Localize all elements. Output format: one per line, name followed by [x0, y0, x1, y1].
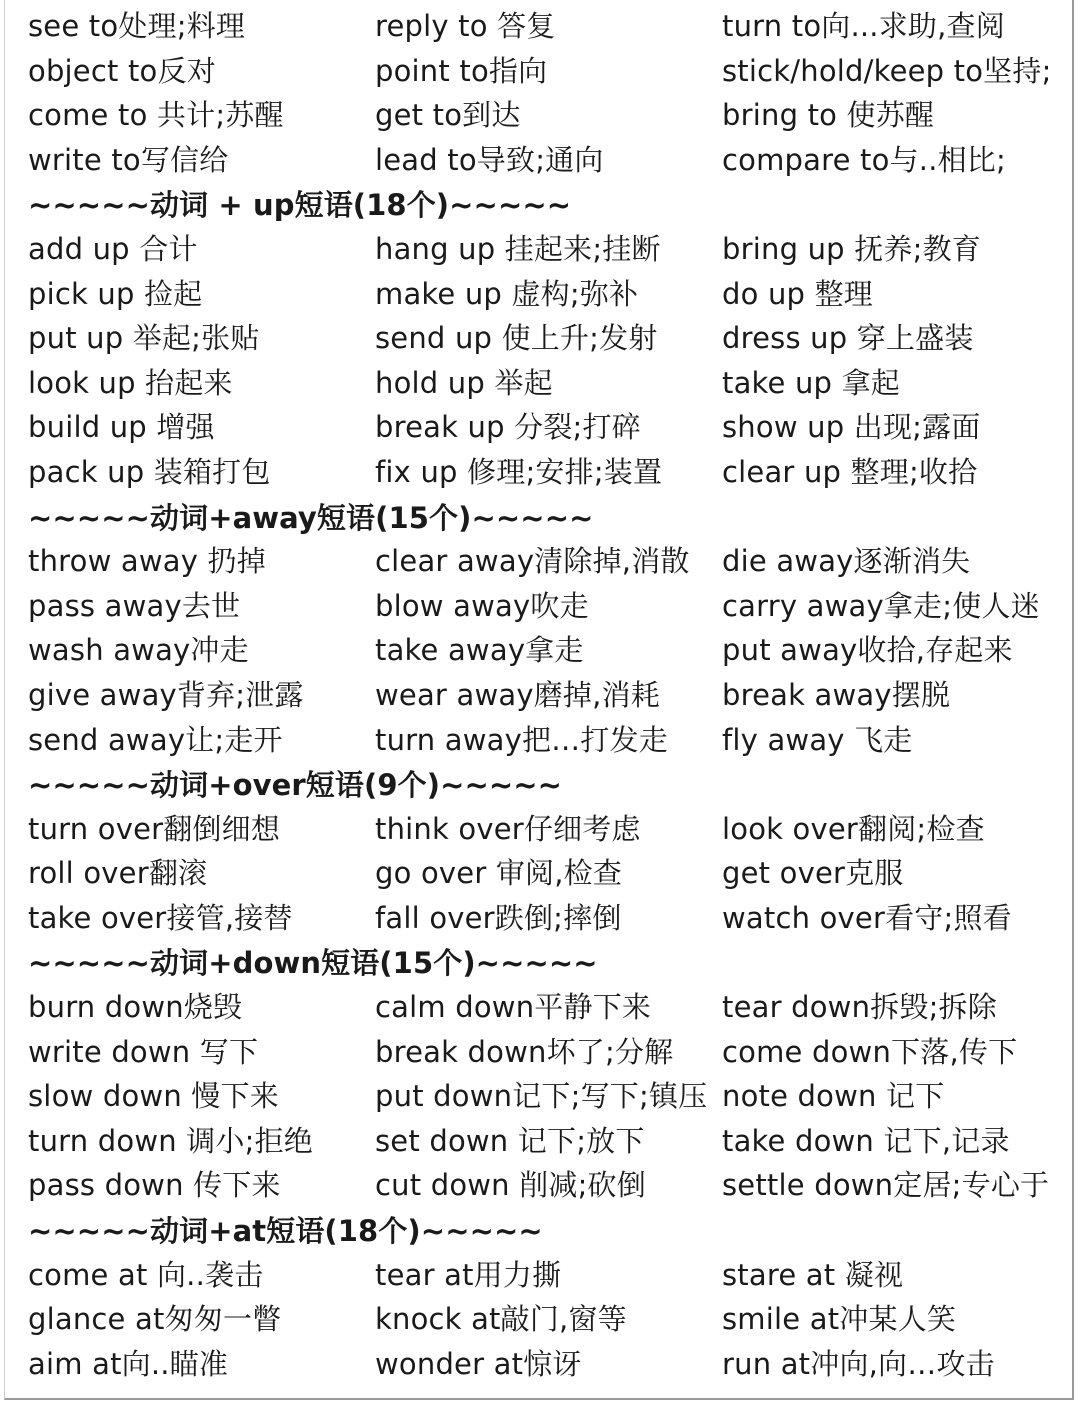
phrase-entry: tear at用力撕	[375, 1257, 562, 1292]
phrase-entry: burn down烧毁	[28, 990, 243, 1025]
phrase-entry: pick up 捡起	[28, 276, 203, 311]
section-header-away: ~~~~~动词+away短语(15个)~~~~~	[28, 500, 594, 535]
phrase-row	[0, 851, 1070, 896]
phrase-entry: put up 举起;张贴	[28, 321, 260, 356]
phrase-entry: lead to导致;通向	[375, 142, 604, 177]
phrase-entry: pack up 装箱打包	[28, 454, 271, 489]
phrase-entry: look over翻阅;检查	[722, 811, 985, 846]
section-header-at: ~~~~~动词+at短语(18个)~~~~~	[28, 1214, 543, 1249]
phrase-entry: note down 记下	[722, 1079, 945, 1114]
section-header-up: ~~~~~动词 + up短语(18个)~~~~~	[28, 188, 572, 223]
phrase-entry: write to写信给	[28, 142, 229, 177]
phrase-entry: send away让;走开	[28, 722, 283, 757]
phrase-entry: break down坏了;分解	[375, 1034, 674, 1069]
phrase-entry: hang up 挂起来;挂断	[375, 231, 661, 266]
phrase-entry: come at 向..袭击	[28, 1257, 264, 1292]
section-header-row	[0, 1208, 1070, 1253]
phrase-entry: carry away拿走;使人迷	[722, 588, 1040, 623]
phrase-entry: put down记下;写下;镇压	[375, 1079, 708, 1114]
phrase-row	[0, 1253, 1070, 1298]
phrase-entry: take down 记下,记录	[722, 1123, 1010, 1158]
phrase-entry: stick/hold/keep to坚持;	[722, 53, 1052, 88]
phrase-entry: glance at匆匆一瞥	[28, 1302, 282, 1337]
phrase-row	[0, 896, 1070, 941]
phrase-row	[0, 584, 1070, 629]
phrase-entry: slow down 慢下来	[28, 1079, 279, 1114]
phrase-entry: roll over翻滚	[28, 856, 208, 891]
phrase-entry: show up 出现;露面	[722, 410, 981, 445]
phrase-entry: bring to 使苏醒	[722, 98, 935, 133]
phrase-row	[0, 49, 1070, 94]
phrase-entry: run at冲向,向…攻击	[722, 1346, 995, 1381]
phrase-entry: pass away去世	[28, 588, 241, 623]
phrase-entry: stare at 凝视	[722, 1257, 904, 1292]
phrase-entry: compare to与..相比;	[722, 142, 1006, 177]
phrase-row	[0, 4, 1070, 49]
phrase-entry: see to处理;料理	[28, 9, 246, 43]
phrase-entry: fix up 修理;安排;装置	[375, 454, 663, 489]
phrase-row	[0, 93, 1070, 138]
phrase-entry: hold up 举起	[375, 365, 553, 400]
phrase-sheet	[0, 4, 1070, 1386]
phrase-entry: aim at向..瞄准	[28, 1346, 229, 1381]
phrase-entry: watch over看守;照看	[722, 900, 1012, 935]
phrase-row	[0, 985, 1070, 1030]
phrase-entry: write down 写下	[28, 1034, 259, 1069]
phrase-row	[0, 316, 1070, 361]
phrase-entry: throw away 扔掉	[28, 544, 266, 579]
phrase-row	[0, 405, 1070, 450]
phrase-row	[0, 361, 1070, 406]
phrase-entry: send up 使上升;发射	[375, 321, 658, 356]
phrase-entry: think over仔细考虑	[375, 811, 641, 846]
phrase-entry: get to到达	[375, 98, 521, 133]
section-header-over: ~~~~~动词+over短语(9个)~~~~~	[28, 768, 563, 803]
phrase-entry: smile at冲某人笑	[722, 1302, 957, 1337]
phrase-entry: reply to 答复	[375, 9, 556, 43]
phrase-entry: do up 整理	[722, 276, 873, 311]
phrase-entry: turn away把…打发走	[375, 722, 668, 757]
phrase-entry: take up 拿起	[722, 365, 900, 400]
section-header-down: ~~~~~动词+down短语(15个)~~~~~	[28, 946, 598, 981]
phrase-entry: take away拿走	[375, 633, 584, 668]
phrase-row	[0, 1030, 1070, 1075]
phrase-entry: turn to向...求助,查阅	[722, 9, 1005, 43]
phrase-entry: come down下落,传下	[722, 1034, 1018, 1069]
phrase-entry: pass down 传下来	[28, 1168, 281, 1203]
phrase-entry: come to 共计;苏醒	[28, 98, 284, 133]
phrase-entry: turn down 调小;拒绝	[28, 1123, 313, 1158]
phrase-entry: dress up 穿上盛装	[722, 321, 974, 356]
phrase-entry: object to反对	[28, 53, 216, 88]
phrase-entry: bring up 抚养;教育	[722, 231, 981, 266]
phrase-row	[0, 539, 1070, 584]
phrase-entry: turn over翻倒细想	[28, 811, 281, 846]
phrase-entry: blow away吹走	[375, 588, 589, 623]
phrase-entry: take over接管,接替	[28, 900, 293, 935]
section-header-row	[0, 495, 1070, 540]
phrase-row	[0, 807, 1070, 852]
phrase-entry: point to指向	[375, 53, 548, 88]
phrase-row	[0, 450, 1070, 495]
phrase-entry: put away收拾,存起来	[722, 633, 1013, 668]
phrase-entry: look up 抬起来	[28, 365, 233, 400]
phrase-entry: set down 记下;放下	[375, 1123, 645, 1158]
phrase-entry: settle down定居;专心于	[722, 1168, 1050, 1203]
phrase-row	[0, 718, 1070, 763]
phrase-entry: wash away冲走	[28, 633, 249, 668]
phrase-entry: clear up 整理;收拾	[722, 454, 978, 489]
phrase-entry: add up 合计	[28, 231, 198, 266]
phrase-entry: make up 虚构;弥补	[375, 276, 639, 311]
phrase-row	[0, 272, 1070, 317]
phrase-row	[0, 1119, 1070, 1164]
phrase-entry: knock at敲门,窗等	[375, 1302, 627, 1337]
phrase-row	[0, 628, 1070, 673]
phrase-entry: clear away清除掉,消散	[375, 544, 690, 579]
phrase-entry: wear away磨掉,消耗	[375, 677, 660, 712]
phrase-row	[0, 1163, 1070, 1208]
phrase-row	[0, 1074, 1070, 1119]
phrase-entry: break up 分裂;打碎	[375, 410, 641, 445]
section-header-row	[0, 762, 1070, 807]
phrase-row	[0, 673, 1070, 718]
section-header-row	[0, 182, 1070, 227]
phrase-row	[0, 1342, 1070, 1387]
phrase-row	[0, 138, 1070, 183]
phrase-entry: fly away 飞走	[722, 722, 913, 757]
phrase-entry: give away背弃;泄露	[28, 677, 304, 712]
phrase-row	[0, 227, 1070, 272]
phrase-row	[0, 1297, 1070, 1342]
phrase-entry: cut down 削减;砍倒	[375, 1168, 646, 1203]
phrase-entry: build up 增强	[28, 410, 215, 445]
phrase-entry: break away摆脱	[722, 677, 951, 712]
phrase-entry: fall over跌倒;摔倒	[375, 900, 622, 935]
phrase-entry: wonder at惊讶	[375, 1346, 582, 1381]
phrase-entry: tear down拆毁;拆除	[722, 990, 997, 1025]
phrase-entry: get over克服	[722, 856, 904, 891]
phrase-entry: go over 审阅,检查	[375, 856, 623, 891]
section-header-row	[0, 940, 1070, 985]
phrase-entry: die away逐渐消失	[722, 544, 971, 579]
phrase-entry: calm down平静下来	[375, 990, 652, 1025]
